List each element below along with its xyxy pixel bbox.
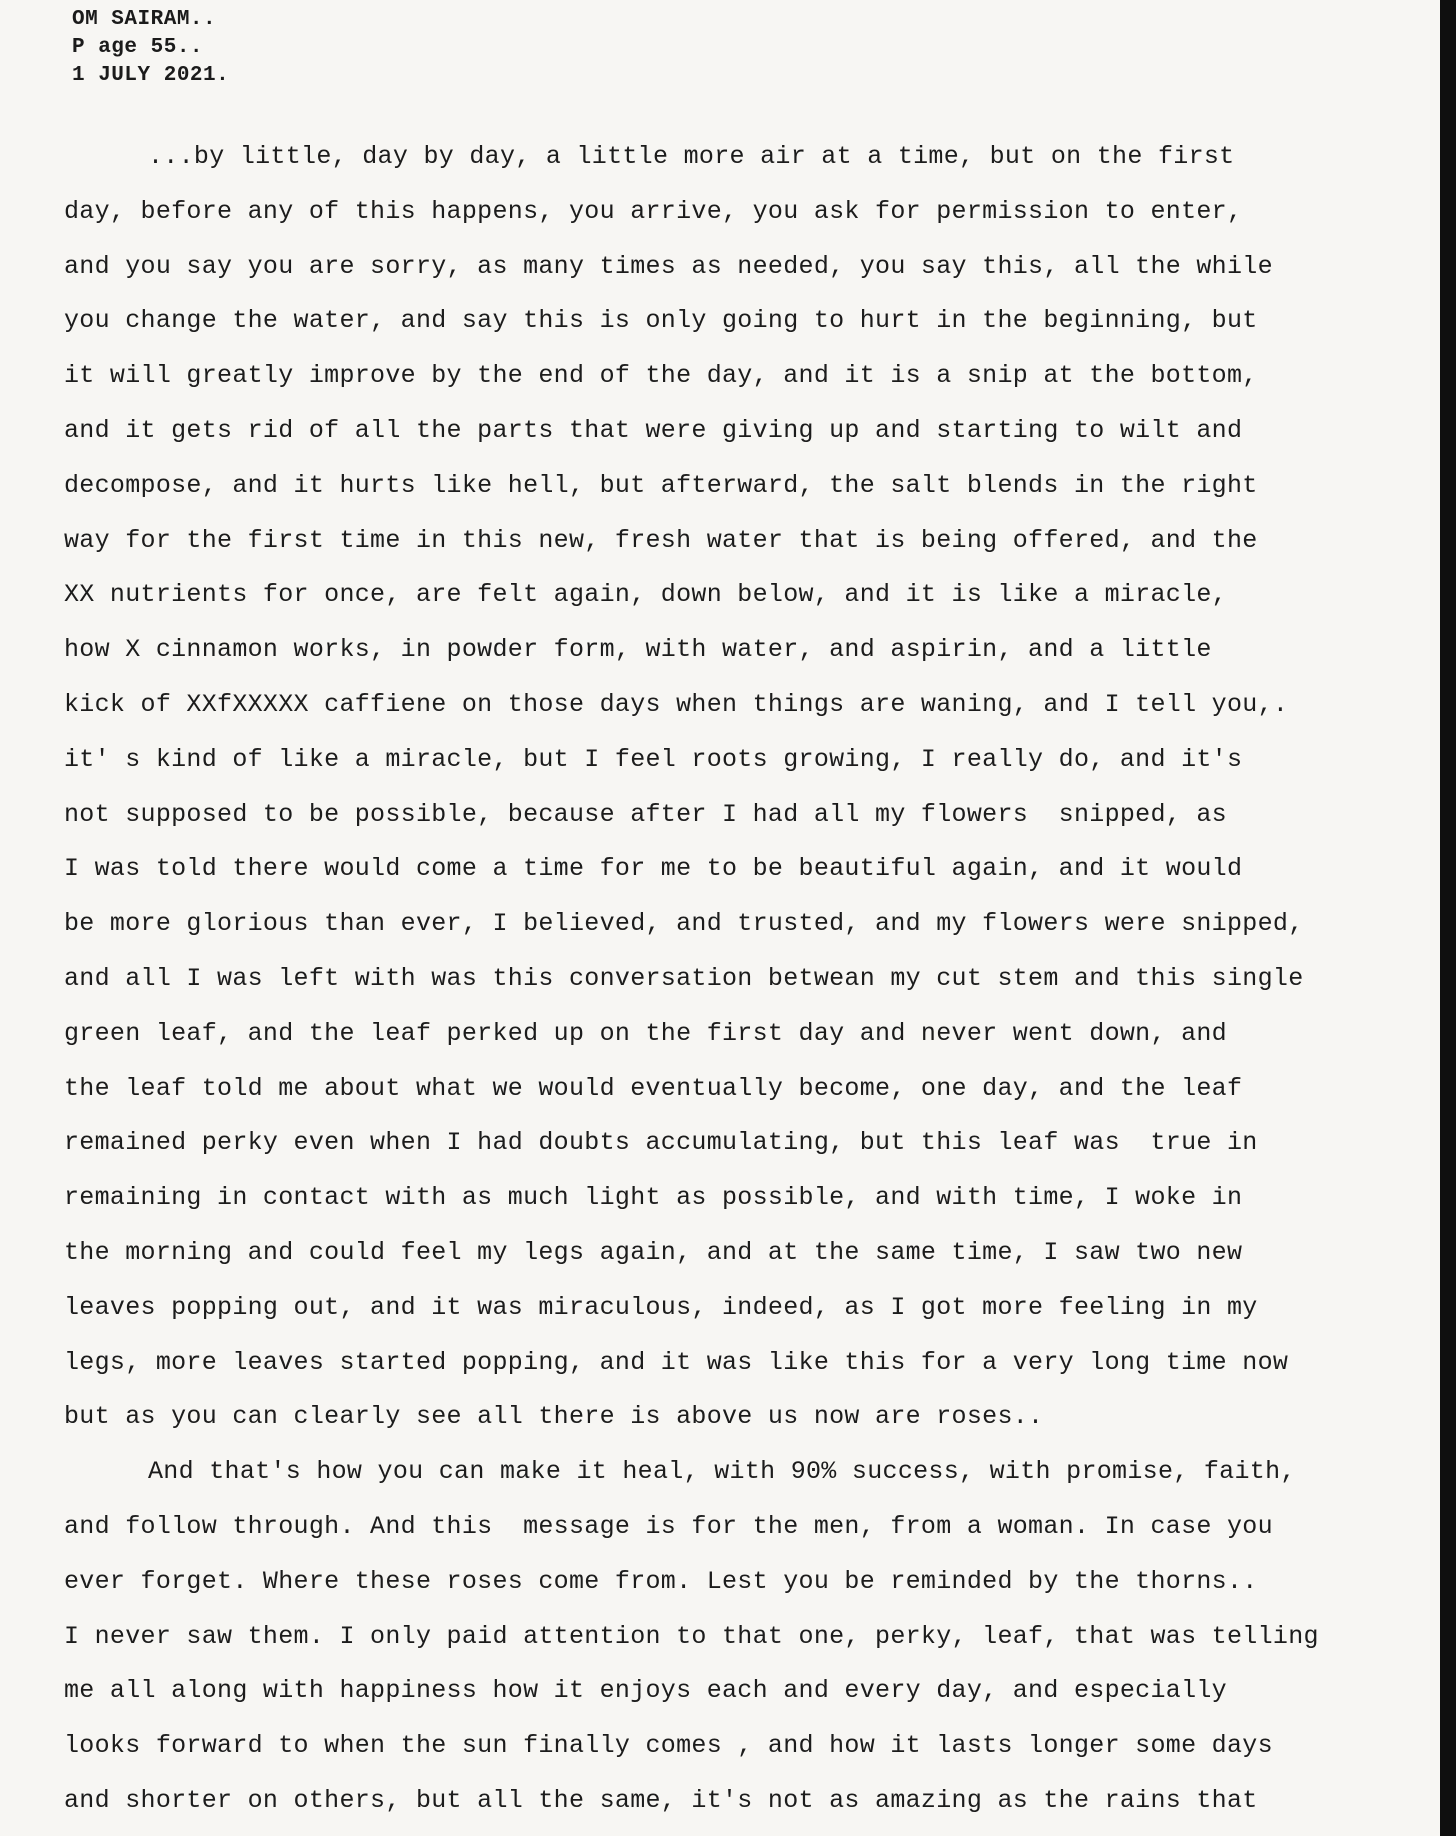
text-line: remaining in contact with as much light as possible, and with time, I woke in [64, 1183, 1243, 1213]
header-greeting: OM SAIRAM.. [72, 8, 217, 31]
text-line: day, before any of this happens, you arrive, you ask for permission to enter, [64, 196, 1243, 226]
text-line: the morning and could feel my legs again, and at the same time, I saw two new [64, 1237, 1243, 1267]
text-line: remained perky even when I had doubts accumulating, but this leaf was true in [64, 1128, 1258, 1158]
text-line: way for the first time in this new, fresh water that is being offered, and the [64, 525, 1258, 555]
text-line: and all I was left with was this conversation betwean my cut stem and this single [64, 963, 1304, 993]
header-page-number: P age 55.. [72, 36, 204, 59]
text-line: not supposed to be possible, because after I had all my flowers snipped, as [64, 799, 1227, 829]
text-line: how X cinnamon works, in powder form, with water, and aspirin, and a little [64, 635, 1212, 665]
text-line: legs, more leaves started popping, and it was like this for a very long time now [64, 1347, 1289, 1377]
text-line: and you say you are sorry, as many times as needed, you say this, all the while [64, 251, 1273, 281]
text-line: And that's how you can make it heal, with 90% success, with promise, faith, [148, 1457, 1296, 1487]
text-line: ...by little, day by day, a little more air at a time, but on the first [148, 142, 1235, 171]
text-line: green leaf, and the leaf perked up on the first day and never went down, and [64, 1018, 1227, 1048]
header-date: 1 JULY 2021. [72, 64, 230, 87]
text-line: I was told there would come a time for me to be beautiful again, and it would [64, 854, 1243, 884]
text-line: looks forward to when the sun finally comes , and how it lasts longer some days [64, 1731, 1273, 1761]
text-line: but as you can clearly see all there is above us now are roses.. [64, 1402, 1044, 1432]
text-line: XX nutrients for once, are felt again, down below, and it is like a miracle, [64, 580, 1227, 610]
text-line: be more glorious than ever, I believed, and trusted, and my flowers were snipped, [64, 909, 1304, 939]
text-line: it will greatly improve by the end of the day, and it is a snip at the bottom, [64, 361, 1258, 391]
text-line: and shorter on others, but all the same, it's not as amazing as the rains that [64, 1785, 1258, 1815]
text-line: ever forget. Where these roses come from. Lest you be reminded by the thorns.. [64, 1566, 1258, 1596]
page-body [64, 130, 1434, 1829]
text-line: me all along with happiness how it enjoys each and every day, and especially [64, 1676, 1227, 1706]
text-line: kick of XXfXXXXX caffiene on those days when things are waning, and I tell you,. [64, 689, 1289, 719]
text-line: and it gets rid of all the parts that were giving up and starting to wilt and [64, 415, 1243, 445]
page-edge-shadow [1440, 0, 1456, 1836]
text-line: decompose, and it hurts like hell, but afterward, the salt blends in the right [64, 470, 1258, 500]
text-line: leaves popping out, and it was miraculous, indeed, as I got more feeling in my [64, 1292, 1258, 1322]
page-header [72, 6, 229, 90]
text-line: and follow through. And this message is for the men, from a woman. In case you [64, 1511, 1273, 1541]
text-line: it' s kind of like a miracle, but I feel roots growing, I really do, and it's [64, 744, 1243, 774]
text-line: I never saw them. I only paid attention to that one, perky, leaf, that was telling [64, 1621, 1319, 1651]
text-line: the leaf told me about what we would eventually become, one day, and the leaf [64, 1073, 1243, 1103]
text-line: you change the water, and say this is only going to hurt in the beginning, but [64, 306, 1258, 336]
